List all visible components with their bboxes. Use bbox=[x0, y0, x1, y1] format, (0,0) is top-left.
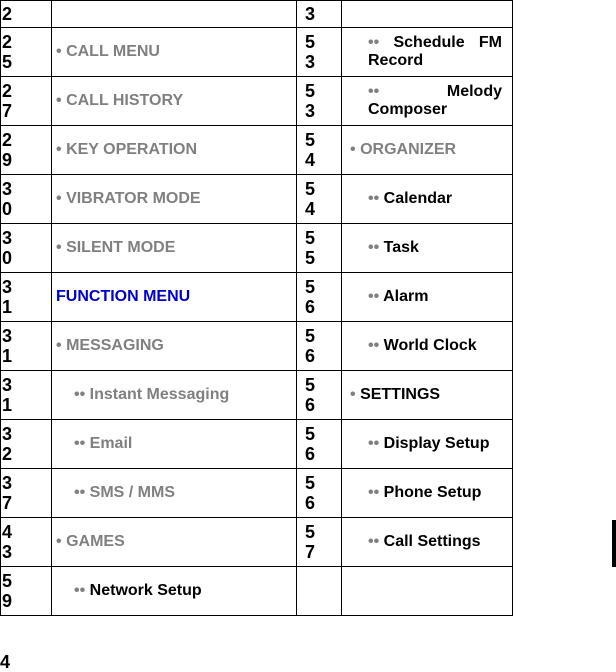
bullet-marker: •• bbox=[368, 484, 380, 501]
left-entry bbox=[52, 126, 297, 175]
right-entry bbox=[342, 126, 513, 175]
right-entry-title: Task bbox=[383, 239, 419, 256]
right-entry bbox=[342, 322, 513, 371]
toc-row bbox=[1, 322, 513, 371]
right-entry-title: SETTINGS bbox=[360, 386, 441, 403]
toc-row bbox=[1, 126, 513, 175]
left-page-number: 59 bbox=[1, 567, 52, 616]
left-entry bbox=[52, 371, 297, 420]
left-entry-title: CALL MENU bbox=[66, 43, 160, 60]
bullet-marker: •• bbox=[368, 288, 380, 305]
right-page-number: 54 bbox=[297, 126, 342, 175]
right-page-number: 56 bbox=[297, 420, 342, 469]
right-entry-title: Melody Composer bbox=[368, 83, 502, 118]
bullet-marker: • bbox=[56, 533, 62, 550]
right-page-number: 56 bbox=[297, 469, 342, 518]
left-entry-title: CALL HISTORY bbox=[66, 92, 184, 109]
bullet-marker: • bbox=[56, 239, 62, 256]
right-entry bbox=[342, 469, 513, 518]
left-entry bbox=[52, 518, 297, 567]
left-page-number: 37 bbox=[1, 469, 52, 518]
right-page-number: 57 bbox=[297, 518, 342, 567]
right-entry-title: Call Settings bbox=[383, 533, 481, 550]
left-entry bbox=[52, 175, 297, 224]
left-page-number: 27 bbox=[1, 77, 52, 126]
left-page-number: 31 bbox=[1, 322, 52, 371]
toc-row bbox=[1, 175, 513, 224]
bullet-marker: •• bbox=[368, 337, 380, 354]
left-page-number: 30 bbox=[1, 175, 52, 224]
bullet-marker: • bbox=[350, 386, 356, 403]
right-entry-title: World Clock bbox=[383, 337, 477, 354]
bullet-marker: •• bbox=[74, 386, 86, 403]
left-entry-title: GAMES bbox=[66, 533, 125, 550]
left-entry-title: FUNCTION MENU bbox=[56, 288, 191, 305]
bullet-marker: •• bbox=[368, 190, 380, 207]
bullet-marker: • bbox=[350, 141, 356, 158]
left-page-number: 32 bbox=[1, 420, 52, 469]
bullet-marker: • bbox=[56, 337, 62, 354]
header-right-blank bbox=[342, 1, 513, 28]
bullet-marker: •• bbox=[368, 435, 380, 452]
left-entry-title: KEY OPERATION bbox=[66, 141, 198, 158]
left-entry bbox=[52, 469, 297, 518]
toc-row bbox=[1, 224, 513, 273]
left-entry bbox=[52, 322, 297, 371]
left-entry-title: SMS / MMS bbox=[89, 484, 175, 501]
left-page-number: 25 bbox=[1, 28, 52, 77]
left-entry bbox=[52, 28, 297, 77]
toc-row bbox=[1, 420, 513, 469]
right-page-number: 53 bbox=[297, 77, 342, 126]
bullet-marker: • bbox=[56, 43, 62, 60]
left-entry-title: MESSAGING bbox=[66, 337, 164, 354]
right-entry-title: Calendar bbox=[383, 190, 453, 207]
right-entry bbox=[342, 371, 513, 420]
right-entry bbox=[342, 77, 513, 126]
toc-row bbox=[1, 371, 513, 420]
header-left-page: 2 bbox=[1, 1, 52, 28]
toc-row bbox=[1, 28, 513, 77]
left-entry bbox=[52, 420, 297, 469]
right-page-number bbox=[297, 567, 342, 616]
left-page-number: 43 bbox=[1, 518, 52, 567]
right-page-number: 56 bbox=[297, 371, 342, 420]
bullet-marker: •• bbox=[74, 582, 86, 599]
toc-row bbox=[1, 469, 513, 518]
left-entry bbox=[52, 224, 297, 273]
left-page-number: 29 bbox=[1, 126, 52, 175]
left-entry-title: VIBRATOR MODE bbox=[66, 190, 201, 207]
page-number: 4 bbox=[0, 652, 11, 672]
right-entry-title: Alarm bbox=[383, 288, 429, 305]
header-right-page: 3 bbox=[297, 1, 342, 28]
bullet-marker: •• bbox=[368, 83, 380, 100]
right-page-number: 55 bbox=[297, 224, 342, 273]
header-row bbox=[1, 1, 513, 28]
left-entry-title: Instant Messaging bbox=[89, 386, 230, 403]
toc-row bbox=[1, 567, 513, 616]
page-edge-tab bbox=[612, 520, 616, 567]
right-entry-title: Schedule FM Record bbox=[368, 34, 502, 69]
toc-row bbox=[1, 77, 513, 126]
left-entry-title: Network Setup bbox=[89, 582, 202, 599]
right-entry-title: Phone Setup bbox=[383, 484, 482, 501]
right-entry bbox=[342, 420, 513, 469]
toc-row bbox=[1, 518, 513, 567]
right-page-number: 53 bbox=[297, 28, 342, 77]
left-entry-title: SILENT MODE bbox=[66, 239, 176, 256]
left-entry bbox=[52, 273, 297, 322]
right-page-number: 56 bbox=[297, 322, 342, 371]
bullet-marker: •• bbox=[74, 435, 86, 452]
header-left-blank bbox=[52, 1, 297, 28]
bullet-marker: •• bbox=[368, 239, 380, 256]
bullet-marker: • bbox=[56, 190, 62, 207]
right-entry-title: ORGANIZER bbox=[360, 141, 457, 158]
left-page-number: 31 bbox=[1, 273, 52, 322]
right-entry bbox=[342, 224, 513, 273]
left-entry-title: Email bbox=[89, 435, 133, 452]
bullet-marker: •• bbox=[368, 34, 380, 51]
right-entry-title: Display Setup bbox=[383, 435, 490, 452]
right-entry bbox=[342, 567, 513, 616]
bullet-marker: • bbox=[56, 92, 62, 109]
right-entry bbox=[342, 175, 513, 224]
right-page-number: 56 bbox=[297, 273, 342, 322]
left-page-number: 31 bbox=[1, 371, 52, 420]
bullet-marker: •• bbox=[74, 484, 86, 501]
right-entry bbox=[342, 273, 513, 322]
toc-row bbox=[1, 273, 513, 322]
bullet-marker: •• bbox=[368, 533, 380, 550]
left-page-number: 30 bbox=[1, 224, 52, 273]
right-page-number: 54 bbox=[297, 175, 342, 224]
right-entry bbox=[342, 518, 513, 567]
right-entry bbox=[342, 28, 513, 77]
left-entry bbox=[52, 77, 297, 126]
left-entry bbox=[52, 567, 297, 616]
bullet-marker: • bbox=[56, 141, 62, 158]
